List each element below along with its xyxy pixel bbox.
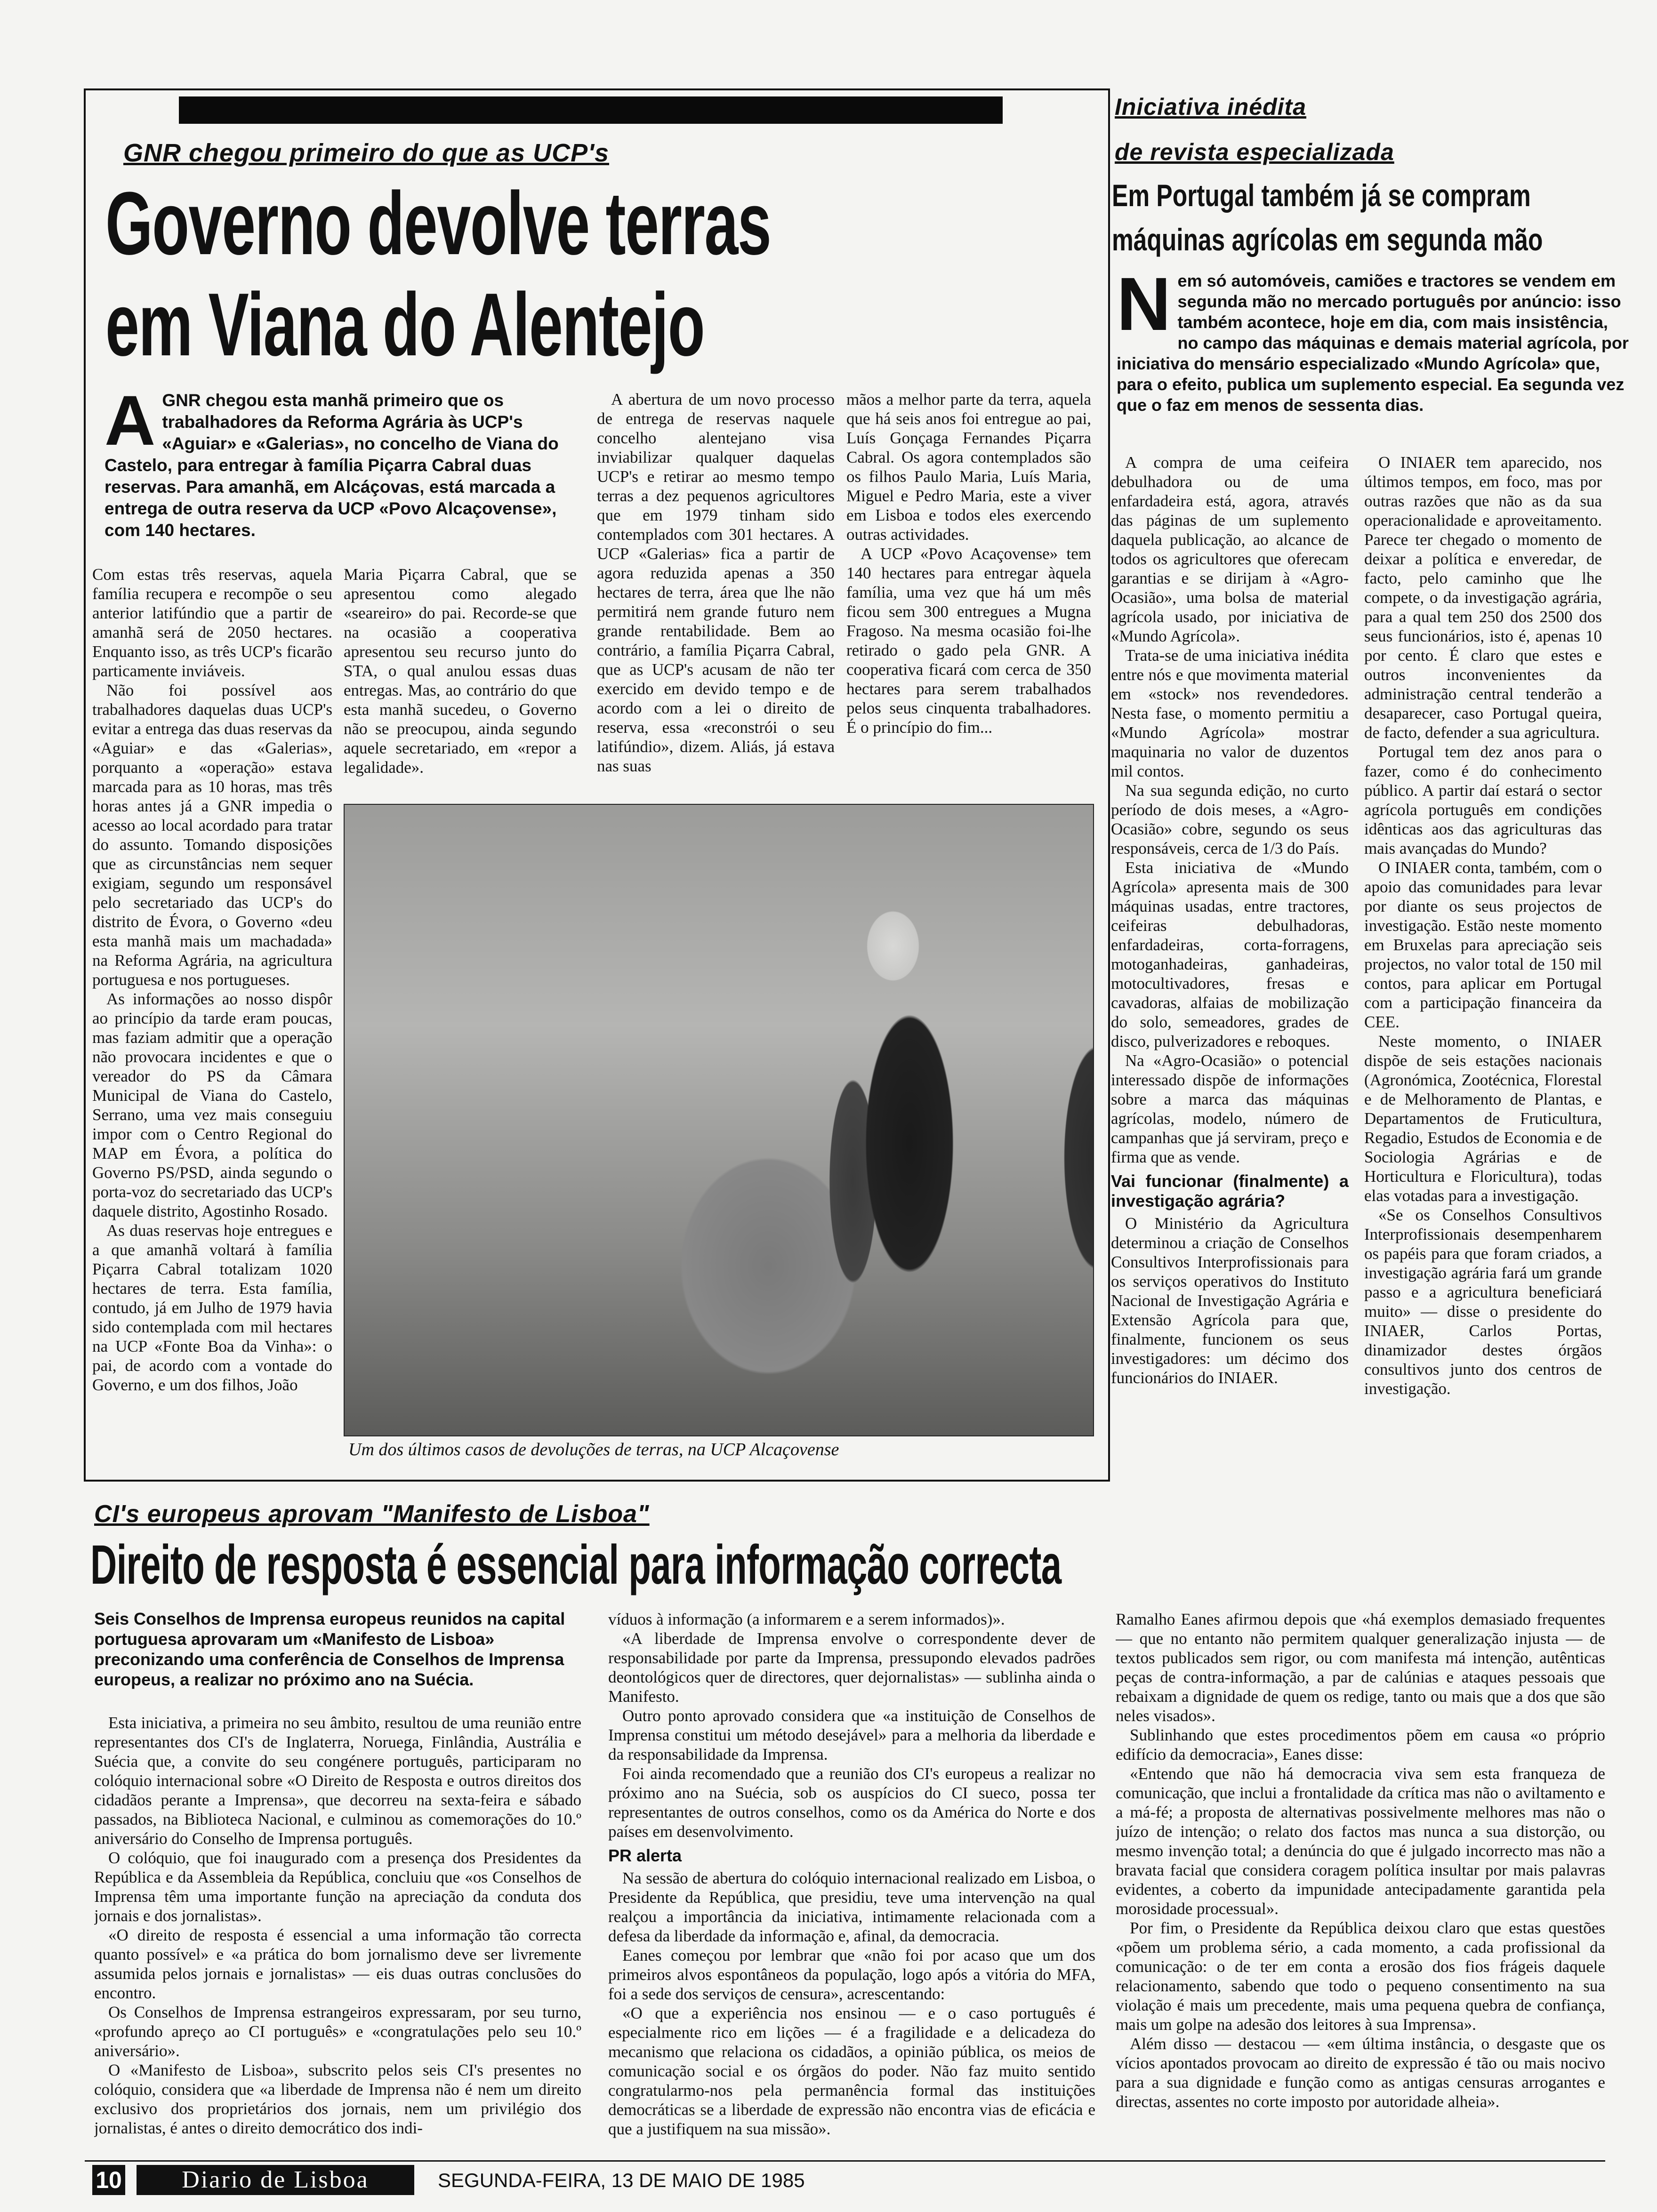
- paragraph: As duas reservas hoje entregues e a que amanhã voltará à família Piçarra Cabral totalizam 1020 hectares de terra. Esta família, contudo, já em Julho de 1979 havia sido contemplada com mil hectares na UCP «Fonte Boa da Vinha»: o pai, de acordo com a vontade do Governo, e um dos filhos, João: [92, 1221, 332, 1394]
- bottom-headline: Direito de resposta é essencial para informação correcta: [90, 1534, 1062, 1596]
- paragraph: «O que a experiência nos ensinou — e o caso português é especialmente rico em lições — é a fragilidade e a delicadeza do mecanismo que relaciona os cidadãos, a opinião pública, os meios de comunicação social e os órgãos do poder. Não faz muito sentido congratularmo-nos pela permanência formal das instituições democráticas se a liberdade de expressão não encontra vias de eficácia e que a justifiquem na sua missão».: [608, 2004, 1095, 2138]
- bottom-col3: [1116, 1610, 1605, 2151]
- paragraph: Esta iniciativa de «Mundo Agrícola» apresenta mais de 300 máquinas usadas, entre tractores, ceifeiras debulhadoras, enfardadeiras, corta-forragens, motoganhadeiras, ganhadeiras, motocultivadores, fresas e cavadoras, alfaias de mobilização do solo, semeadores, grades de disco, pulverizadores e reboques.: [1111, 858, 1349, 1050]
- paragraph: «A liberdade de Imprensa envolve o correspondente dever de responsabilidade por parte da Imprensa, pressupondo elevados padrões deontológicos quer de directores, quer dejornalistas» — sublinha ainda o Manifesto.: [608, 1629, 1095, 1706]
- bottom-col1: [94, 1713, 581, 2146]
- right-dropcap: N: [1117, 262, 1171, 346]
- paragraph: Neste momento, o INIAER dispõe de seis estações nacionais (Agronómica, Zootécnica, Florestal e de Melhoramento de Plantas, e Departamentos de Fruticultura, Regadio, Estudos de Economia e de Sociologia Agrárias e de Horticultura e Floricultura), todas elas votadas para a investigação.: [1364, 1032, 1602, 1205]
- paragraph: Com estas três reservas, aquela família recupera e recompõe o seu anterior latifúndio que a partir de amanhã será de 2050 hectares. Enquanto isso, as três UCP's ficarão particamente inviáveis.: [92, 565, 332, 680]
- left-headline-line1: Governo devolve terras: [105, 174, 771, 273]
- paragraph: Os Conselhos de Imprensa estrangeiros expressaram, por seu turno, «profundo apreço ao CI português» e «congratulações pelo seu 10.º aniversário».: [94, 2003, 581, 2060]
- paragraph: Outro ponto aprovado considera que «a instituição de Conselhos de Imprensa constitui um método desejável» para a melhoria da liberdade e da responsabilidade da Imprensa.: [608, 1707, 1095, 1763]
- black-bar: [179, 96, 1003, 124]
- paragraph: «Entendo que não há democracia viva sem esta franqueza de comunicação, que inclui a frontalidade da crítica mas não o aviltamento e a má-fé; a proposta de alternativas possivelmente melhores mas não o juízo de intenção; o relato dos factos mas nunca a sua distorção, ou mesmo invenção total; a denúncia do que é julgado incorrecto mas não a bravata facial que considera coragem política insultar por mais palavras evidentes, a coberto da impunidade antecipadamente garantida pela morosidade processual».: [1116, 1764, 1605, 1918]
- paragraph: O INIAER conta, também, com o apoio das comunidades para levar por diante os seus projectos de investigação. Estão neste momento em Bruxelas para apreciação seis projectos, no valor total de 150 mil contos, para aplicar em Portugal com a participação financeira da CEE.: [1364, 858, 1602, 1031]
- paragraph: Na sua segunda edição, no curto período de dois meses, a «Agro-Ocasião» cobre, segundo os seus responsáveis, cerca de 1/3 do País.: [1111, 781, 1349, 858]
- paragraph: Foi ainda recomendado que a reunião dos CI's europeus a realizar no próximo ano na Suécia, sob os auspícios do CI sueco, possa ter representantes de outros conselhos, como os da América do Norte e dos países em desenvolvimento.: [608, 1764, 1095, 1841]
- page-number: 10: [92, 2165, 125, 2195]
- paragraph: O Ministério da Agricultura determinou a criação de Conselhos Consultivos Interprofissionais para os serviços operativos do Instituto Nacional de Investigação Agrária e Extensão Agrícola para que, finalmente, funcionem os seus investigadores: um décimo dos funcionários do INIAER.: [1111, 1214, 1349, 1387]
- paragraph: Além disso — destacou — «em última instância, o desgaste que os vícios apontados provocam ao direito de expressão é tão ou mais nocivo para a sua dignidade e função como as antigas censuras arrogantes e directas, assentes no corte imposto por autoridade alheia».: [1116, 2035, 1605, 2111]
- bottom-lead: Seis Conselhos de Imprensa europeus reunidos na capital portuguesa aprovaram um «Manifesto de Lisboa» preconizando uma conferência de Conselhos de Imprensa europeus, a realizar no próximo ano na Suécia.: [94, 1609, 565, 1689]
- left-lead-text: GNR chegou esta manhã primeiro que os trabalhadores da Reforma Agrária às UCP's «Aguiar» e «Galerias», no concelho de Viana do Castelo, para entregar à família Piçarra Cabral duas reservas. Para amanhã, em Alcáçovas, está marcada a entrega de outra reserva da UCP «Povo Alcaçovense», com 140 hectares.: [105, 391, 559, 540]
- paragraph: Portugal tem dez anos para o fazer, como é do conhecimento público. A partir daí estará o sector agrícola português em condições idênticas aos das agriculturas das mais avançadas do Mundo?: [1364, 743, 1602, 858]
- paragraph: Na sessão de abertura do colóquio internacional realizado em Lisboa, o Presidente da República, que presidiu, teve uma intervenção na qual realçou a importância da iniciativa, intimamente relacionada com a defesa da liberdade da informação e, afinal, da democracia.: [608, 1869, 1095, 1945]
- left-col4: [846, 390, 1091, 737]
- paragraph: «Se os Conselhos Consultivos Interprofissionais desempenharem os papéis para que foram criados, a investigação agrária fará um grande passo e a agricultura beneficiará muito» — disse o presidente do INIAER, Carlos Portas, dinamizador destes órgãos consultivos junto dos centros de investigação.: [1364, 1206, 1602, 1398]
- paragraph: mãos a melhor parte da terra, aquela que há seis anos foi entregue ao pai, Luís Gonçaga Fernandes Piçarra Cabral. Os agora contemplados são os filhos Paulo Maria, Luís Maria, Miguel e Pedro Maria, este a viver em Lisboa e todos eles exercendo outras actividades.: [846, 390, 1091, 544]
- paragraph: A UCP «Povo Acaçovense» tem 140 hectares para entregar àquela família, uma vez que há um mês ficou sem 300 entregues a Mugna Fragoso. Na mesma ocasião foi-lhe retirado o gado pela GNR. A cooperativa ficará com cerca de 350 hectares para serem trabalhados pelos seus cinquenta trabalhadores. É o princípio do fim...: [846, 545, 1091, 737]
- right-subhead: Vai funcionar (finalmente) a investigação agrária?: [1111, 1171, 1349, 1210]
- issue-date: SEGUNDA-FEIRA, 13 DE MAIO DE 1985: [438, 2169, 805, 2191]
- paragraph: Por fim, o Presidente da República deixou claro que estas questões «põem um problema sério, a cada momento, a cada profissional da comunicação: o de ter em conta a erosão dos fios frágeis daquele relacionamento, sabendo que todo o pequeno consentimento na sua violação é mais um precedente, mais uma pequena quebra de confiança, mais um golpe na adesão dos leitores à sua Imprensa».: [1116, 1919, 1605, 2034]
- left-lead: [105, 381, 585, 541]
- paragraph: Maria Piçarra Cabral, que se apresentou como alegado «seareiro» do pai. Recorde-se que na ocasião a cooperativa apresentou seu recurso junto do STA, o qual anulou essas duas entregas. Mas, ao contrário do que esta manhã sucedeu, o Governo não se preocupou, ainda segundo aquele secretariado, em «repor a legalidade».: [344, 565, 577, 777]
- right-col1: [1111, 453, 1349, 1387]
- paragraph: víduos à informação (a informarem e a serem informados)».: [608, 1610, 1005, 1628]
- bottom-col2: [608, 1610, 1095, 2151]
- left-dropcap: A: [105, 381, 156, 460]
- paragraph: Sublinhando que estes procedimentos põem em causa «o próprio edifício da democracia», Eanes disse:: [1116, 1726, 1605, 1763]
- left-col2: [344, 565, 577, 777]
- paragraph: O colóquio, que foi inaugurado com a presença dos Presidentes da República e da Assembleia da República, concluiu que «os Conselhos de Imprensa têm uma importante função na apreciação da conduta dos jornais e dos jornalistas».: [94, 1849, 581, 1925]
- footer-rule: [85, 2160, 1605, 2162]
- right-lead: [1117, 262, 1630, 416]
- paragraph: Ramalho Eanes afirmou depois que «há exemplos demasiado frequentes — que no entanto não permitem qualquer generalização injusta — de textos publicados sem rigor, ou com manifesta má intenção, autênticas peças de contra-informação, a par de calúnias e ataques pessoais que rebaixam a dignidade de quem os redige, tanto ou mais que a dos que são neles visados».: [1116, 1610, 1605, 1725]
- right-headline-line2: máquinas agrícolas em segunda mão: [1112, 222, 1543, 257]
- paragraph: A abertura de um novo processo de entrega de reservas naquele concelho alentejano visa inviabilizar qualquer daquelas UCP's e retirar ao mesmo tempo terras a dez pequenos agricultores que em 1979 tinham sido contemplados com 301 hectares. A UCP «Galerias» fica a partir de agora reduzida apenas a 350 hectares de terra, área que lhe não permitirá nem grande futuro nem grande rentabilidade. Bem ao contrário, a família Piçarra Cabral, que as UCP's acusam de não ter exercido em devido tempo e de acordo com a lei o direito de reserva, essa «reconstrói o seu latifúndio», dizem. Aliás, já estava nas suas: [597, 390, 835, 775]
- paragraph: O INIAER tem aparecido, nos últimos tempos, em foco, mas por outras razões que não as da sua operacionalidade e aproveitamento. Parece ter chegado o momento de deixar a política e enveredar, de facto, pelo caminho que lhe compete, o da investigação agrária, para a qual tem 250 dos 2500 dos seus funcionários, isto é, apenas 10 por cento. É claro que estes e outros inconvenientes da administração central tenderão a desaparecer, caso Portugal queira, de facto, defender a sua agricultura.: [1364, 453, 1602, 742]
- paragraph: «O direito de resposta é essencial a uma informação tão correcta quanto possível» e «a prática do bom jornalismo deve ser livremente assumida pelos jornais e jornalistas» — eis duas outras conclusões do encontro.: [94, 1926, 581, 2002]
- bottom-subhead: PR alerta: [608, 1846, 682, 1865]
- right-kicker-2: de revista especializada: [1115, 139, 1394, 165]
- paragraph: Eanes começou por lembrar que «não foi por acaso que um dos primeiros alvos espontâneos da população, logo após a vitória do MFA, foi a sede dos serviços de censura», acrescentando:: [608, 1946, 1095, 2003]
- right-col2: [1364, 453, 1602, 1398]
- paragraph: Esta iniciativa, a primeira no seu âmbito, resultou de uma reunião entre representantes dos CI's de Inglaterra, Noruega, Finlândia, Austrália e Suécia que, a convite do seu congénere português, participaram no colóquio internacional sobre «O Direito de Resposta e outros direitos dos cidadãos perante a Imprensa», que decorreu na sexta-feira e sábado passados, na Biblioteca Nacional, e culminou as comemorações do 10.º aniversário do Conselho de Imprensa português.: [94, 1714, 581, 1848]
- photo-caption: Um dos últimos casos de devoluções de terras, na UCP Alcaçovense: [348, 1440, 839, 1459]
- right-kicker-1: Iniciativa inédita: [1115, 94, 1307, 120]
- paragraph: Na «Agro-Ocasião» o potencial interessado dispõe de informações sobre a marca das máquinas agrícolas, modelo, número de campanhas que já serviram, preço e firma que as vende.: [1111, 1051, 1349, 1166]
- bottom-kicker: CI's europeus aprovam "Manifesto de Lisboa": [94, 1500, 650, 1528]
- paragraph: A compra de uma ceifeira debulhadora ou de uma enfardadeira está, agora, através das páginas de um suplemento daquela publicação, ao alcance de todos os agricultores que oferecam garantias e se dirijam à «Agro-Ocasião», uma bolsa de material agrícola usado, por iniciativa de «Mundo Agrícola».: [1111, 453, 1349, 645]
- left-col1: [92, 565, 332, 1473]
- right-headline-line1: Em Portugal também já se compram: [1112, 178, 1531, 213]
- news-photo: [344, 804, 1094, 1436]
- paragraph: Trata-se de uma iniciativa inédita entre nós e que movimenta material em «stock» nos revendedores. Nesta fase, o momento permitiu a «Mundo Agrícola» mostrar maquinaria no valor de duzentos mil contos.: [1111, 646, 1349, 780]
- left-col3: [597, 390, 835, 776]
- paragraph: O «Manifesto de Lisboa», subscrito pelos seis CI's presentes no colóquio, considera que «a liberdade de Imprensa não é nem um direito exclusivo dos proprietários dos jornais, nem um privilégio dos jornalistas, é antes o direito democrático dos indi-: [94, 2061, 581, 2137]
- right-lead-text: em só automóveis, camiões e tractores se vendem em segunda mão no mercado português por anúncio: isso também acontece, hoje em dia, com mais insistência, no campo das máquinas e demais material agrícola, por iniciativa do mensário especializado «Mundo Agrícola» que, para o efeito, publica um suplemento especial. Ea segunda vez que o faz em menos de sessenta dias.: [1117, 271, 1629, 415]
- paragraph: As informações ao nosso dispôr ao princípio da tarde eram poucas, mas faziam admitir que a operação não provocara incidentes e que o vereador do PS da Câmara Municipal de Viana do Castelo, Serrano, uma vez mais conseguiu impor com o Centro Regional do MAP em Évora, a política do Governo PS/PSD, ainda segundo o porta-voz do secretariado das UCP's daquele distrito, Agostinho Rosado.: [92, 990, 332, 1220]
- left-kicker: GNR chegou primeiro do que as UCP's: [123, 139, 609, 167]
- masthead: Diario de Lisboa: [137, 2165, 414, 2195]
- left-headline-line2: em Viana do Alentejo: [105, 275, 705, 375]
- paragraph: Não foi possível aos trabalhadores daquelas duas UCP's evitar a entrega das duas reservas da «Aguiar» e das «Galerias», porquanto a «operação» estava marcada para as 10 horas, mas três horas antes já a GNR impedia o acesso ao local acordado para tratar do assunto. Tomando disposições que as circunstâncias nem sequer exigiam, segundo um responsável pelo secretariado das UCP's do distrito de Évora, o Governo «deu esta manhã mais um machadada» na Reforma Agrária, na agricultura portuguesa e nos portugueses.: [92, 681, 332, 989]
